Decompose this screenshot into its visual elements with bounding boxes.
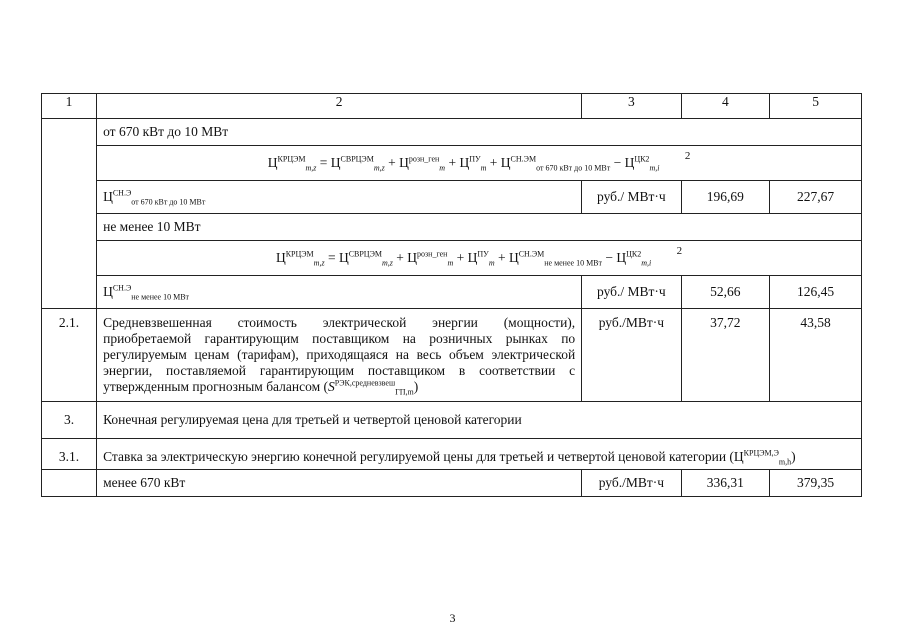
value-col4: 336,31 <box>681 470 770 497</box>
formula-sup: ПУ <box>469 154 481 163</box>
formula-symbol: Ц <box>103 284 113 299</box>
formula-sub: m,z <box>305 163 317 173</box>
formula-symbol: Ц <box>616 249 627 265</box>
formula-sup: розн_ген <box>408 154 440 163</box>
header-col-3: 3 <box>582 94 681 119</box>
table-row <box>42 214 862 241</box>
formula-sup: розн_ген <box>417 249 448 258</box>
formula-sup: СН.Э <box>112 283 132 293</box>
formula-1: $Ц^{КРЦЭМ}_{m,z} = Ц^{СВРЦЭМ}_{m,z} + Ц^{розн\_ген}_m + Ц^{ПУ}_m + Ц^{СН.ЭМ}_{от 670 кВт до 10 МВт} - Ц^{ЦК2}_{m,i}$ $^2$ <box>97 146 862 181</box>
formula-symbol: Ц <box>267 154 278 170</box>
header-col-1: 1 <box>42 94 97 119</box>
table-row <box>42 119 862 146</box>
header-row <box>42 94 862 119</box>
header-col-4: 4 <box>681 94 770 119</box>
formula-sup: КРЦЭМ,Э <box>743 448 779 458</box>
unit-cell: руб./ МВт·ч <box>582 181 681 214</box>
value-col5: 43,58 <box>770 309 862 402</box>
tariff-table <box>41 93 862 497</box>
description-text: ) <box>413 379 419 394</box>
formula-row <box>42 146 862 181</box>
formula-symbol: Ц <box>508 249 519 265</box>
formula-symbol: Ц <box>467 249 478 265</box>
value-col4: 37,72 <box>681 309 770 402</box>
formula-sub: m <box>439 163 446 173</box>
formula-sup: СН.Э <box>112 188 132 198</box>
formula-symbol: Ц <box>330 154 341 170</box>
footnote-mark: 2 <box>676 244 683 257</box>
formula-sub: не менее 10 МВт <box>131 292 190 302</box>
description-text: Ставка за электрическую энергию конечной регулируемой цены для третьей и четвертой ценовой категории ( <box>103 449 734 464</box>
formula-symbol: Ц <box>103 189 113 204</box>
formula-sub: не менее 10 МВт <box>544 258 603 268</box>
value-col5: 227,67 <box>770 181 862 214</box>
formula-sub: m,i <box>641 258 652 268</box>
formula-2: $Ц^{КРЦЭМ}_{m,z} = Ц^{СВРЦЭМ}_{m,z} + Ц^{розн\_ген}_m + Ц^{ПУ}_m + Ц^{СН.ЭМ}_{не менее 10 МВт} - Ц^{ЦК2}_{m,i}$ $^2$ <box>97 241 862 276</box>
formula-sup: СН.ЭМ <box>510 154 537 163</box>
footnote-mark: 2 <box>684 149 691 162</box>
value-col4: 52,66 <box>681 276 770 309</box>
formula-sup: РЭК,средневзвеш <box>334 378 396 388</box>
formula-sub: от 670 кВт до 10 МВт <box>131 197 206 207</box>
formula-sub: m,z <box>373 163 385 173</box>
formula-sup: КРЦЭМ <box>285 249 314 258</box>
formula-symbol: S <box>328 379 335 394</box>
formula-sup: ЦК2 <box>626 249 642 258</box>
table-row <box>42 439 862 470</box>
row-description <box>97 439 862 470</box>
formula-symbol: Ц <box>407 249 417 265</box>
row-number: 3.1. <box>42 439 97 470</box>
component-cell <box>97 181 582 214</box>
formula-symbol: Ц <box>500 154 511 170</box>
formula-sup: ПУ <box>477 249 489 258</box>
formula-sup: СВРЦЭМ <box>340 154 374 163</box>
formula-sup: КРЦЭМ <box>277 154 306 163</box>
range-label: не менее 10 МВт <box>97 214 862 241</box>
formula-sub: m,h <box>778 457 792 467</box>
description-text: Средневзвешенная стоимость электрической энергии (мощности), приобретаемой гарантирующим поставщиком на розничных рынках по регулируемым ценам (тарифам), приходящаяся на весь объем электрической энергии, поставляемой гарантирующим поставщиком в соответствии с утвержденным прогнозным балансом ( <box>103 315 576 394</box>
component-cell <box>97 276 582 309</box>
value-col5: 126,45 <box>770 276 862 309</box>
range-label: менее 670 кВт <box>97 470 582 497</box>
formula-sub: от 670 кВт до 10 МВт <box>536 163 611 173</box>
formula-sub: m <box>488 258 495 268</box>
formula-sub: m,z <box>381 258 393 268</box>
formula-sub: m,i <box>649 163 660 173</box>
header-col-5: 5 <box>770 94 862 119</box>
row-description <box>97 309 582 402</box>
empty-num-cell <box>42 470 97 497</box>
formula-sub: m <box>480 163 487 173</box>
table-row <box>42 181 862 214</box>
unit-cell: руб./ МВт·ч <box>582 276 681 309</box>
formula-sub: m,z <box>313 258 325 268</box>
formula-symbol: Ц <box>459 154 470 170</box>
formula-sup: ЦК2 <box>634 154 650 163</box>
value-col4: 196,69 <box>681 181 770 214</box>
formula-symbol: Ц <box>399 154 409 170</box>
page-number: 3 <box>449 611 456 625</box>
header-col-2: 2 <box>97 94 582 119</box>
unit-cell: руб./МВт·ч <box>582 309 681 402</box>
formula-symbol: Ц <box>624 154 635 170</box>
formula-sup: СН.ЭМ <box>518 249 545 258</box>
table-row <box>42 276 862 309</box>
formula-symbol: Ц <box>275 249 286 265</box>
table-row <box>42 470 862 497</box>
description-text: ) <box>791 449 796 464</box>
table-row <box>42 309 862 402</box>
range-label: от 670 кВт до 10 МВт <box>97 119 862 146</box>
row-number: 3. <box>42 402 97 439</box>
table-row <box>42 402 862 439</box>
formula-row <box>42 241 862 276</box>
value-col5: 379,35 <box>770 470 862 497</box>
empty-num-cell <box>42 119 97 309</box>
formula-symbol: Ц <box>338 249 349 265</box>
formula-symbol: Ц <box>733 449 744 464</box>
formula-sub: m <box>447 258 454 268</box>
row-number: 2.1. <box>42 309 97 402</box>
unit-cell: руб./МВт·ч <box>582 470 681 497</box>
section-title: Конечная регулируемая цена для третьей и четвертой ценовой категории <box>97 402 862 439</box>
formula-sub: ГП,m <box>395 387 414 397</box>
formula-sup: СВРЦЭМ <box>348 249 382 258</box>
